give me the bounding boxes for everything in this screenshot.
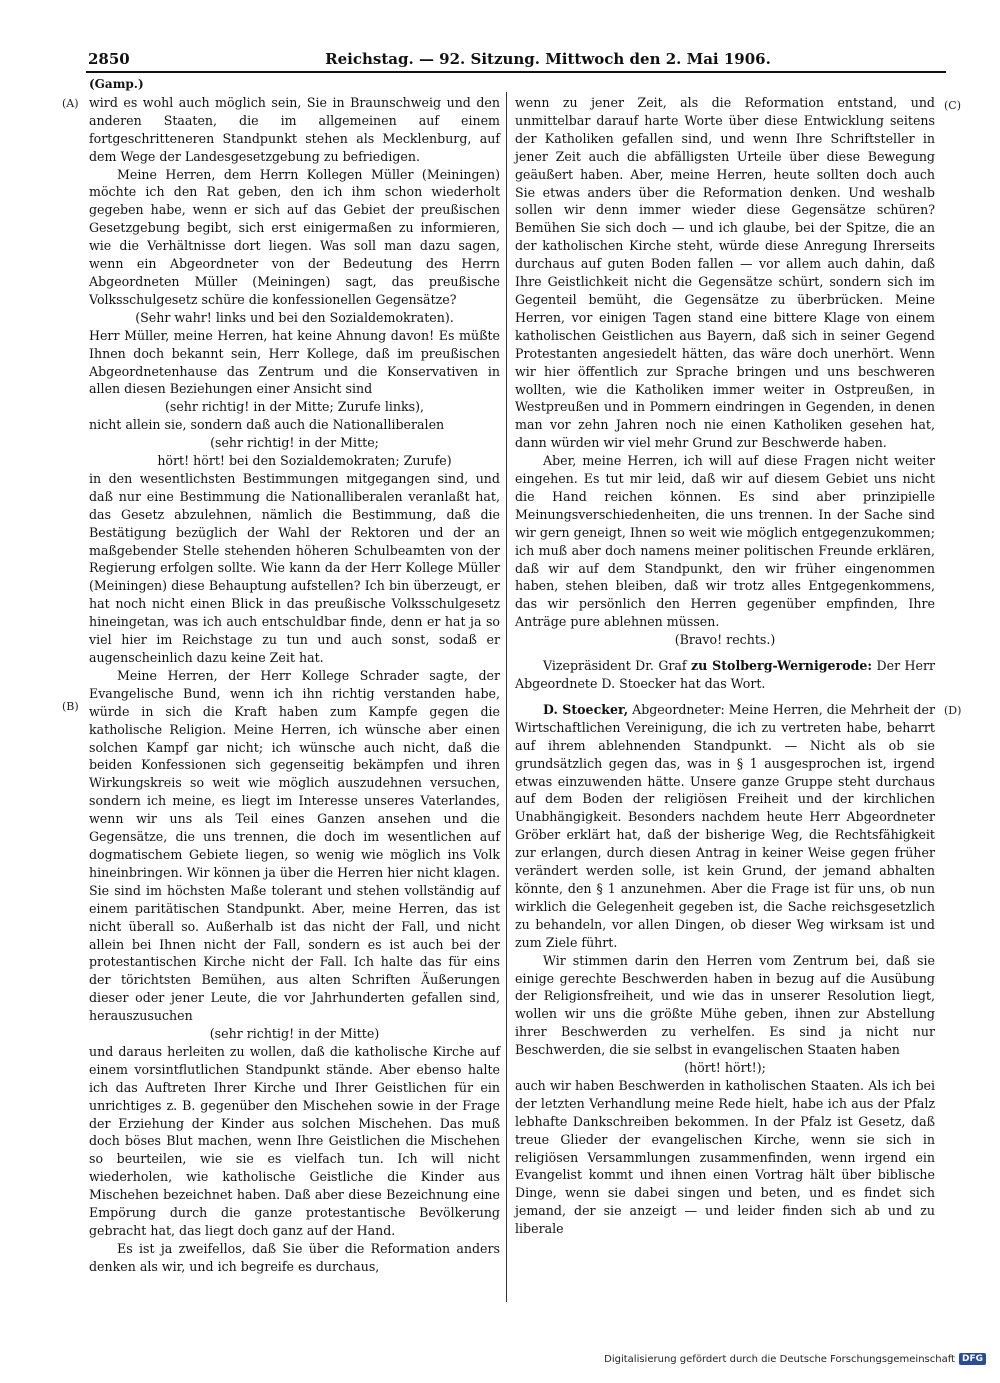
interjection: (Sehr wahr! links und bei den Sozialdemokraten). (135, 309, 454, 325)
paragraph: und daraus herleiten zu wollen, daß die katholische Kirche auf einem vorsintflutlichen Standpunkt stände. Aber ebenso halte ich das Auftreten Ihrer Kirche und Ihrer Geistlichen für ein unrichtiges z. B. gegenüber den Mischehen sowie in der Frage der Erziehung der Kinder aus solchen Mischehen. Das muß doch böses Blut machen, wenn Ihre Geistlichen die Mischehen so beurteilen, wie sie es vielfach tun. Ich will nicht wiederholen, wie katholische Geistliche die Kinder aus Mischehen bezeichnet haben. Daß aber diese Bezeichnung eine Empörung durch die ganze protestantische Bevölkerung gebracht hat, das liegt doch ganz auf der Hand. (89, 1043, 500, 1238)
speech-text: Abgeordneter: Meine Herren, die Mehrheit der Wirtschaftlichen Vereinigung, die ich zu vertreten habe, beharrt auf ihrem ablehnenden Standpunkt. — Nicht als ob sie grundsätzlich gegen das, was in § 1 ausgesprochen ist, irgend etwas einzuwenden hätte. Unsere ganze Gruppe steht durchaus auf dem Boden der religiösen Freiheit und der kirchlichen Unabhängigkeit. Besonders nachdem heute Herr Abgeordneter Gröber erklärt hat, daß der bisherige Weg, die Rechtsfähigkeit zur erlangen, durch diesen Antrag in keiner Weise gegen früher verändert werden solle, ist kein Grund, der jemand abhalten könnte, den § 1 anzunehmen. Aber die Frage ist für uns, ob nun wirklich die Gelegenheit gegeben ist, die Sache reichsgesetzlich zu behandeln, vor allen Dingen, ob dieser Weg wirksam ist und zum Ziele führt. (515, 701, 935, 950)
margin-marker-d: (D) (944, 704, 962, 717)
paragraph: Aber, meine Herren, ich will auf diese Fragen nicht weiter eingehen. Es tut mir leid, daß wir auf diesem Gebiet uns nicht die Hand reichen können. Es sind aber prinzipielle Meinungsverschiedenheiten, die uns trennen. In der Sache sind wir gern geneigt, Ihnen so weit wie möglich entgegenzukommen; ich muß aber doch namens meiner politischen Freunde erklären, daß wir auf dem Standpunkt, den wir früher eingenommen haben, stehen bleiben, daß wir trotz alles Entgegenkommens, das wir persönlich den Herren gegenüber empfinden, Ihre Anträge pure ablehnen müssen. (515, 453, 935, 630)
speaker-name: D. Stoecker, (543, 701, 629, 717)
column-divider (506, 92, 507, 1302)
running-title: Reichstag. — 92. Sitzung. Mittwoch den 2. Mai 1906. (325, 50, 771, 68)
vp-label: Vizepräsident Dr. Graf (543, 658, 687, 674)
vice-president-line (515, 657, 935, 693)
paragraph: Es ist ja zweifellos, daß Sie über die Reformation anders denken als wir, und ich begreife es durchaus, (89, 1240, 500, 1274)
right-column (515, 94, 935, 1238)
interjection: (sehr richtig! in der Mitte) (209, 1026, 380, 1042)
paragraph: auch wir haben Beschwerden in katholischen Staaten. Als ich bei der letzten Verhandlung meine Rede hielt, habe ich aus der Pfalz lebhafte Dankschreiben bekommen. In der Pfalz ist Gesetz, daß treue Glieder der evangelischen Kirche, wenn sie sich in religiösen Versammlungen zusammenfinden, wenn irgend ein Evangelist kommt und ihnen einen Vortrag hält über biblische Dinge, wenn sie dabei singen und beten, und es findet sich jemand, der sie anzeigt — und leider finden sich ab und zu liberale (515, 1077, 935, 1237)
paragraph: nicht allein sie, sondern daß auch die Nationalliberalen (89, 417, 445, 433)
paragraph: Meine Herren, dem Herrn Kollegen Müller (Meiningen) möchte ich den Rat geben, den ich ihm schon wiederholt gegeben habe, wenn er sich auf das Gebiet der preußischen Gesetzgebung begibt, sich erst einigermaßen zu informieren, wie die Verhältnisse dort liegen. Was soll man dazu sagen, wenn ein Abgeordneter von der Bedeutung des Herrn Abgeordneten Müller (Meiningen) sagt, das preußische Volksschulgesetz schüre die konfessionellen Gegensätze? (89, 166, 500, 307)
page-number: 2850 (88, 50, 130, 68)
interjection: hört! hört! bei den Sozialdemokraten; Zurufe) (157, 453, 452, 469)
interjection: (sehr richtig! in der Mitte; Zurufe links), (164, 399, 425, 415)
margin-marker-a: (A) (62, 97, 79, 110)
page-header (88, 44, 944, 74)
paragraph: wenn zu jener Zeit, als die Reformation entstand, und unmittelbar darauf harte Worte über diese Entwicklung seitens der Katholiken gefallen sind, und wenn Ihre Schriftsteller in jener Zeit auch die abfälligsten Urteile über diese Bewegung geäußert haben. Aber, meine Herren, heute sollten doch auch Sie etwas anders über die Reformation denken. Und weshalb sollen wir denn immer wieder diese Gegensätze schüren? Bemühen Sie sich doch — und ich glaube, bei der Spitze, die an der katholischen Kirche steht, würde diese Anregung Ihrerseits durchaus auf guten Boden fallen — vor allem auch dahin, daß Ihre Geistlichkeit nicht die Gegensätze schürt, sondern sich im Gegenteil bemüht, die Gegensätze zu überbrücken. Meine Herren, vor einigen Tagen stand eine bittere Klage von einem katholischen Geistlichen aus Bayern, daß sich in seiner Gegend Protestanten angesiedelt hätten, das wäre doch unerhört. Wenn wir hier öffentlich zur Sprache bringen und uns beschweren wollten, wie die Katholiken immer weiter in Ostpreußen, in Westpreußen und in Pommern eindringen in Gegenden, in denen man vor zehn Jahren noch nie einen Katholiken gesehen hat, dann würden wir viel mehr Grund zur Beschwerde haben. (515, 95, 935, 451)
paragraph: Meine Herren, der Herr Kollege Schrader sagte, der Evangelische Bund, wenn ich ihn richtig verstanden habe, würde in sich die Kraft haben zum Kampfe gegen die katholische Religion. Meine Herren, ich wünsche aber einen solchen Kampf gar nicht; ich wünsche auch nicht, daß die beiden Konfessionen sich gegenseitig bekämpfen und ihren Wirkungskreis so weit wie möglich auszudehnen versuchen, sondern ich meine, es liegt im Interesse unseres Vaterlandes, wenn wir uns als Teil eines Ganzen ansehen und die Gegensätze, die uns trennen, die doch im wesentlichen auf dogmatischem Gebiete liegen, so wenig wie möglich ins Volk hineinbringen. Wir können ja über die Herren hier nicht klagen. Sie sind im höchsten Maße tolerant und stehen vollständig auf einem paritätischen Standpunkt. Aber, meine Herren, das ist nicht überall so. Außerhalb ist das nicht der Fall, und nicht allein bei Ihnen nicht der Fall, sondern es ist auch bei der protestantischen Kirche nicht der Fall. Ich halte das für eins der törichtsten Bemühen, aus alten Schriften Äußerungen dieser oder jener Leute, die vor Jahrhunderten gefallen sind, herauszusuchen (89, 667, 500, 1024)
speech-start (515, 701, 935, 952)
paragraph: wird es wohl auch möglich sein, Sie in Braunschweig und den anderen Staaten, die im allgemeinen auf einem fortgeschritteneren Standpunkt stehen als Mecklenburg, auf dem Wege der Landesgesetzgebung zu befriedigen. (89, 94, 500, 164)
header-rule (86, 71, 946, 73)
paragraph: Herr Müller, meine Herren, hat keine Ahnung davon! Es müßte Ihnen doch bekannt sein, Herr Kollege, daß im preußischen Abgeordnetenhause das Zentrum und die Konservativen in allen diesen Beziehungen einer Ansicht sind (89, 327, 500, 397)
footer-credit (604, 1353, 986, 1365)
vp-text: Der Herr Abgeordnete D. Stoecker hat das Wort. (515, 658, 935, 691)
interjection: (sehr richtig! in der Mitte; (210, 435, 379, 451)
footer-text: Digitalisierung gefördert durch die Deutsche Forschungsgemeinschaft (604, 1353, 955, 1365)
interjection: (Bravo! rechts.) (674, 632, 776, 648)
vp-name: zu Stolberg-Wernigerode: (691, 658, 873, 674)
margin-marker-b: (B) (62, 700, 79, 713)
paragraph: in den wesentlichsten Bestimmungen mitgegangen sind, und daß nur eine Bestimmung die Nationalliberalen veranlaßt hat, das Gesetz abzulehnen, nämlich die Bestimmung, daß die Bestätigung bezüglich der Wahl der Rektoren und der an maßgebender Stelle stehenden höheren Schulbeamten von der Regierung erfolgen sollte. Wie kann da der Herr Kollege Müller (Meiningen) diese Behauptung aufstellen? Ich bin überzeugt, er hat noch nicht einen Blick in das preußische Volksschulgesetz hineingetan, was ich auch entschuldbar finde, denn er hat ja so viel hier im Reichstage zu tun und auch sonst, sodaß er augenscheinlich dazu keine Zeit hat. (89, 470, 500, 665)
dfg-logo: DFG (959, 1353, 986, 1365)
left-column (89, 76, 500, 1276)
margin-marker-c: (C) (944, 99, 961, 112)
interjection: (hört! hört!); (684, 1060, 766, 1076)
speaker-tag: (Gamp.) (89, 77, 144, 91)
paragraph: Wir stimmen darin den Herren vom Zentrum bei, daß sie einige gerechte Beschwerden haben in bezug auf die Ausübung der Religionsfreiheit, und wie das in unserer Resolution liegt, wollen wir uns die größte Mühe geben, ihnen zur Abstellung ihrer Beschwerden zu verhelfen. Es sind ja nicht nur Beschwerden, die sie selbst in evangelischen Staaten haben (515, 952, 935, 1058)
